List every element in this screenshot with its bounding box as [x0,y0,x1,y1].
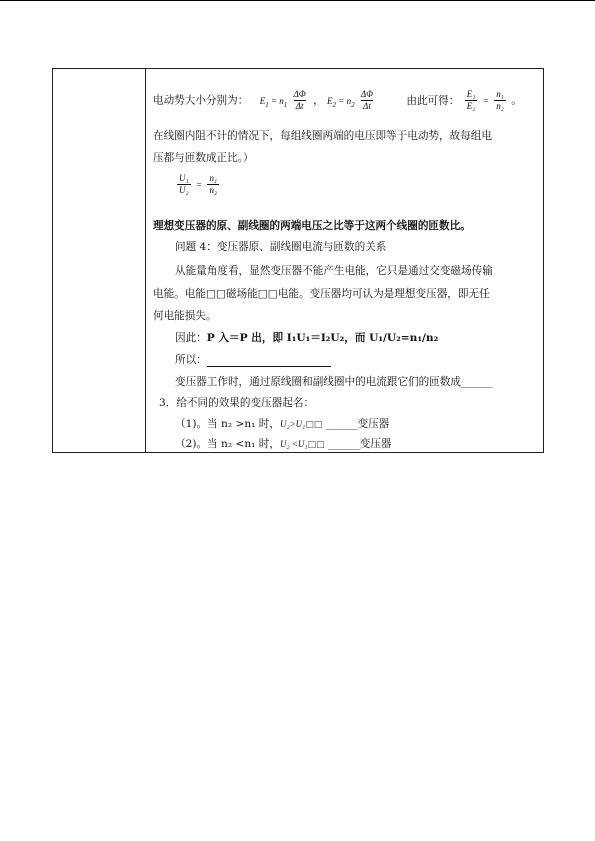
energy-line3: 何电能损失。 [153,310,217,322]
answer-blank[interactable] [207,354,331,367]
bold-statement: 理想变压器的原、副线圈的两端电压之比等于这两个线圈的匝数比。 [153,220,471,232]
e2-formula: $E_2 = n_2$ [327,95,355,109]
emf-prefix: 电动势大小分别为： [153,94,249,107]
para1-line1: 在线圈内阻不计的情况下，每组线圈两端的电压即等于电动势，故每组电 [153,130,492,142]
comma: ， [313,94,324,107]
para1-line2: 压都与匝数成正比。） [153,152,254,164]
so-label: 所以： [175,354,207,366]
energy-line2: 电能。电能□□磁场能□□电能。变压器均可认为是理想变压器，即无任 [153,288,490,300]
n-ratio2-fraction: $\frac{\text{n₁}}{\text{n₂}}$ [209,173,218,195]
therefore-line [175,331,438,345]
e1-formula: $E_1 = n_1$ [259,95,288,109]
case2-blank[interactable]: ______ [327,438,360,450]
therefore-label: 因此： [175,332,207,344]
u-ratio-fraction: $\frac{\text{U₁}}{\text{U₂}}$ [179,173,189,195]
table-left-column [53,69,146,452]
case1-blank[interactable]: ______ [325,418,358,430]
e-ratio-fraction: $\frac{\text{E₁}}{\text{E₂}}$ [466,89,476,111]
question-4: 问题 4：变压器原、副线圈电流与匝数的关系 [175,241,387,253]
emf-line: 电动势大小分别为： $E_1 = n_1$ $\frac{\Delta\Phi}{\Delta t}$ ， $E_2 = n_2$ $\frac{\Delta\Phi}{\Delta t}$ 由此可得： $\frac{\text{E₁}}{\text{E₂}}$ = $\frac{\text{n₁}}{\text{n₂}}$ 。 [153,89,522,111]
working-line: 变压器工作时，通过原线圈和副线圈中的电流跟它们的匝数成______ [175,376,493,388]
energy-line1: 从能量角度看，显然变压器不能产生电能，它只是通过交变磁场传输 [175,265,493,277]
voltage-ratio-formula: $\frac{\text{U₁}}{\text{U₂}}$ = $\frac{\text{n₁}}{\text{n₂}}$ [179,173,218,195]
so-line [175,353,331,367]
n-ratio-fraction: $\frac{\text{n₁}}{\text{n₂}}$ [496,89,504,111]
content-table [52,68,544,453]
page-top-rule [0,0,595,1]
case-1: （1)。当 n₂ >n₁ 时，U₂>U₁□□ ______变压器 [175,418,390,430]
case-2: （2)。当 n₂ <n₁ 时，U₂ <U₁□□ ______变压器 [175,438,392,450]
power-equation: P 入＝P 出，即 I₁U₁＝I₂U₂，而 U₁/U₂=n₁/n₂ [206,332,439,344]
e1-fraction: $\frac{\Delta\Phi}{\Delta t}$ [293,89,306,111]
item-3: 3．给不同的效果的变压器起名： [159,397,315,409]
table-right-column [147,69,543,452]
e2-fraction: $\frac{\Delta\Phi}{\Delta t}$ [360,89,373,111]
hence-label: 由此可得： [406,94,460,107]
